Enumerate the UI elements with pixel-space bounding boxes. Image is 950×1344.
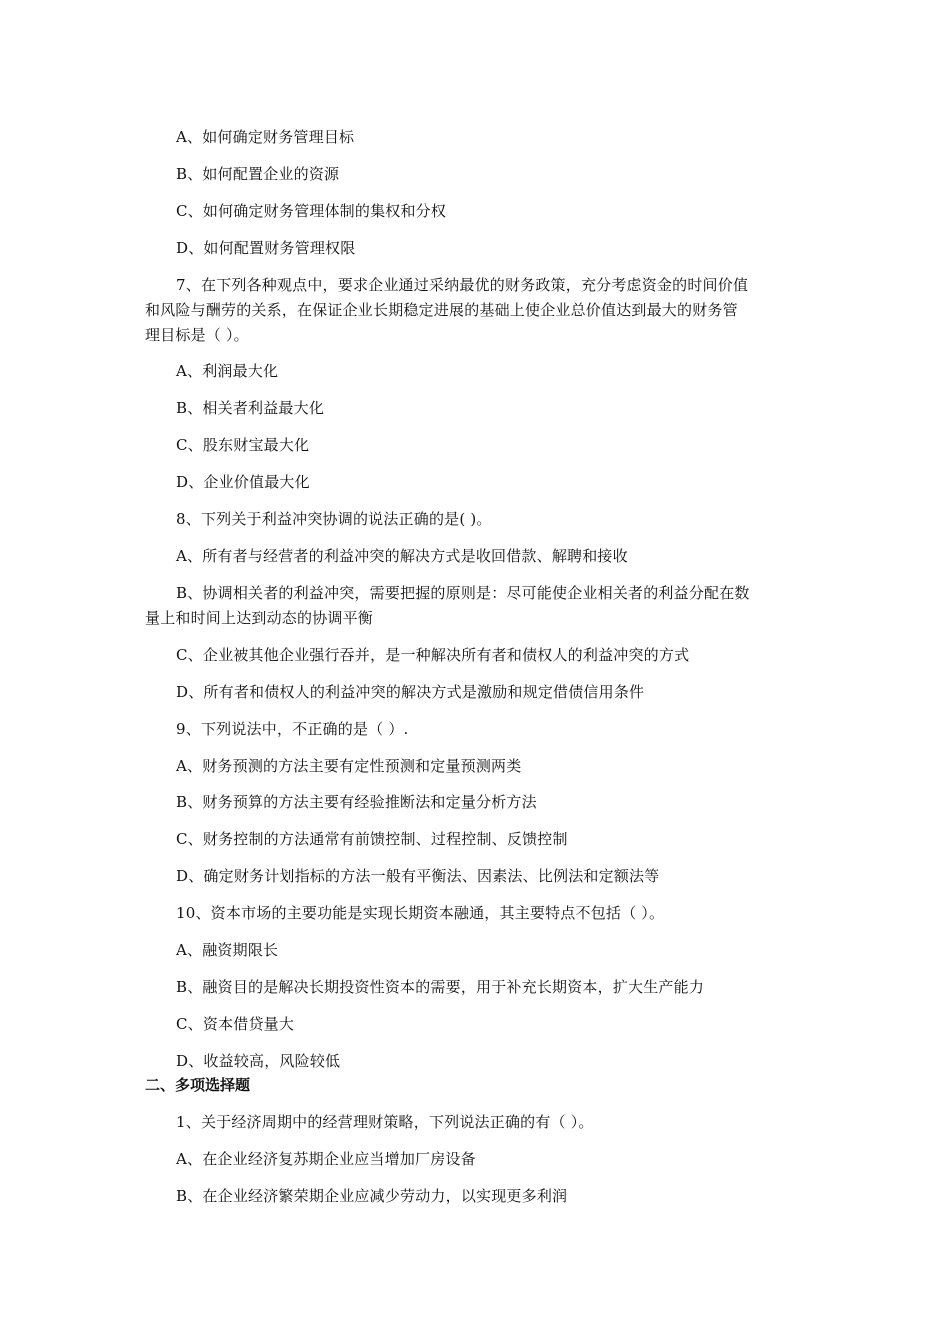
q9-option-c: C、财务控制的方法通常有前馈控制、过程控制、反馈控制 (176, 830, 568, 848)
q8-option-b-line1: B、协调相关者的利益冲突，需要把握的原则是：尽可能使企业相关者的利益分配在数 (176, 584, 750, 602)
q7-stem-line1: 7、在下列各种观点中，要求企业通过采纳最优的财务政策，充分考虑资金的时间价值 (176, 276, 749, 294)
s2-q1-option-b: B、在企业经济繁荣期企业应减少劳动力，以实现更多利润 (176, 1187, 568, 1205)
q7-stem-line3: 理目标是（ ）。 (145, 326, 249, 344)
q9-option-b: B、财务预算的方法主要有经验推断法和定量分析方法 (176, 793, 537, 811)
q6-option-b: B、如何配置企业的资源 (176, 165, 340, 183)
q7-option-c: C、股东财宝最大化 (176, 436, 310, 454)
s2-q1-option-a: A、在企业经济复苏期企业应当增加厂房设备 (176, 1150, 476, 1168)
section-heading-multiple-choice: 二、多项选择题 (145, 1076, 251, 1094)
q7-option-a: A、利润最大化 (176, 362, 279, 380)
q8-stem: 8、下列关于利益冲突协调的说法正确的是( )。 (176, 510, 492, 528)
q6-option-c: C、如何确定财务管理体制的集权和分权 (176, 202, 447, 220)
q10-stem: 10、资本市场的主要功能是实现长期资本融通，其主要特点不包括（ ）。 (176, 904, 665, 922)
q10-option-c: C、资本借贷量大 (176, 1015, 295, 1033)
s2-q1-stem: 1、关于经济周期中的经营理财策略，下列说法正确的有（ ）。 (176, 1113, 594, 1131)
q9-stem: 9、下列说法中，不正确的是（ ）. (176, 720, 409, 738)
q6-option-a: A、如何确定财务管理目标 (176, 128, 355, 146)
q8-option-d: D、所有者和债权人的利益冲突的解决方式是激励和规定借债信用条件 (176, 683, 645, 701)
q7-option-d: D、企业价值最大化 (176, 473, 310, 491)
q10-option-b: B、融资目的是解决长期投资性资本的需要，用于补充长期资本，扩大生产能力 (176, 978, 705, 996)
q6-option-d: D、如何配置财务管理权限 (176, 239, 356, 257)
q8-option-a: A、所有者与经营者的利益冲突的解决方式是收回借款、解聘和接收 (176, 547, 628, 565)
q8-option-b-line2: 量上和时间上达到动态的协调平衡 (145, 609, 374, 627)
q7-stem-line2: 和风险与酬劳的关系，在保证企业长期稳定进展的基础上使企业总价值达到最大的财务管 (145, 301, 738, 319)
q9-option-d: D、确定财务计划指标的方法一般有平衡法、因素法、比例法和定额法等 (176, 867, 660, 885)
q10-option-a: A、融资期限长 (176, 941, 279, 959)
q8-option-c: C、企业被其他企业强行吞并，是一种解决所有者和债权人的利益冲突的方式 (176, 646, 690, 664)
q9-option-a: A、财务预测的方法主要有定性预测和定量预测两类 (176, 757, 522, 775)
q10-option-d: D、收益较高，风险较低 (176, 1052, 341, 1070)
q7-option-b: B、相关者利益最大化 (176, 399, 325, 417)
